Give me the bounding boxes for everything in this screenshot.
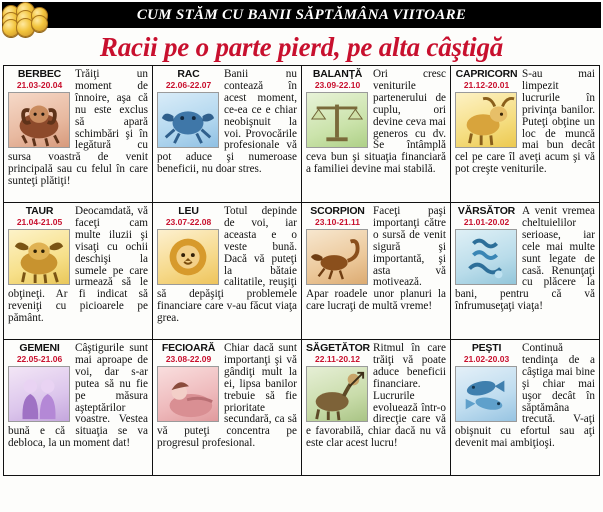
sign-name: SĂGETĂTOR <box>306 342 370 354</box>
sign-name: FECIOARĂ <box>161 342 216 354</box>
coins-icon <box>0 0 54 32</box>
sign-text: Ritmul în care trăiţi vă poate aduce beneficii financiare. Lucrurile evoluează într-o direcţie care vă e favorabilă, chiar dacă nu vă este clar acest lucru! <box>306 342 446 450</box>
sign-header <box>455 69 518 148</box>
sign-dates: 23.08-22.09 <box>165 354 212 364</box>
sign-name: VĂRSĂTOR <box>457 205 516 217</box>
gemini-twins-icon <box>8 366 70 422</box>
sign-text: S-au mai limpezit lucrurile în privinţa banilor. Puteţi obţine un loc de muncă mai bun decât cel pe care îl aveţi acum şi vă pot creşte veniturile. <box>455 68 595 176</box>
sign-dates: 21.03-20.04 <box>16 80 63 90</box>
sign-dates: 22.05-21.06 <box>16 354 63 364</box>
sign-dates: 21.04-21.05 <box>16 217 63 227</box>
sign-header <box>157 69 220 148</box>
sign-text: Câştigurile sunt mai aproape de voi, dar s-ar putea să nu fie pe măsura aşteptărilor voastre. Vestea bună e că situaţia se va debloca, la un moment dat! <box>8 342 148 450</box>
sign-name: PEŞTI <box>471 342 502 354</box>
zodiac-cell-varsator <box>451 203 600 340</box>
sign-header <box>455 343 518 422</box>
zodiac-cell-sagetator <box>302 340 451 476</box>
libra-scales-icon <box>306 92 368 148</box>
sign-header <box>157 206 220 285</box>
sign-text: Faceţi paşi importanţi către o sursă de venit sigură şi importantă, şi asta vă motivează. Apar roadele unor planuri la care lucraţi de multă vreme! <box>306 205 446 313</box>
sign-name: LEU <box>178 205 199 217</box>
zodiac-cell-pesti <box>451 340 600 476</box>
aquarius-water-icon <box>455 229 517 285</box>
sign-name: GEMENI <box>19 342 60 354</box>
zodiac-cell-scorpion <box>302 203 451 340</box>
zodiac-cell-capricorn <box>451 66 600 203</box>
sign-text: Deocamdată, vă faceţi cam multe iluzii şi visaţi cu ochii deschişi la sumele pe care urmează să le obţineţi. Ar fi indicat să reveniţi cu picioarele pe pământ. <box>8 205 148 325</box>
sign-dates: 23.09-22.10 <box>314 80 361 90</box>
zodiac-cell-berbec <box>4 66 153 203</box>
sign-name: CAPRICORN <box>455 68 518 80</box>
sign-text: Trăiţi un moment de înnoire, aşa că nu este exclus să apară schimbări şi în legătură cu sursa voastră de venit principală sau cu felul în care sunteţi plătiţi! <box>8 68 148 188</box>
taurus-bull-icon <box>8 229 70 285</box>
sign-dates: 23.10-21.11 <box>315 217 360 227</box>
sign-header <box>8 69 71 148</box>
page-title: Racii pe o parte pierd, pe alta câştigă <box>99 32 504 62</box>
sign-header <box>306 206 369 285</box>
horoscope-page <box>0 2 603 512</box>
cancer-crab-icon <box>157 92 219 148</box>
sign-text: Ori cresc veniturile partenerului de cuplu, ori devine ceva mai generos cu dv. Se întâmplă ceva bun şi situaţia financiară a familiei devine mai stabilă. <box>306 68 446 176</box>
sign-header <box>306 343 369 422</box>
leo-lion-icon <box>157 229 219 285</box>
sign-name: RAC <box>177 68 200 80</box>
aries-ram-icon <box>8 92 70 148</box>
sign-name: SCORPION <box>310 205 365 217</box>
sign-dates: 21.12-20.01 <box>463 80 510 90</box>
sign-name: TAUR <box>25 205 54 217</box>
sign-name: BALANŢĂ <box>312 68 363 80</box>
zodiac-cell-fecioara <box>153 340 302 476</box>
zodiac-cell-balanta <box>302 66 451 203</box>
pisces-fish-icon <box>455 366 517 422</box>
sign-header <box>8 206 71 285</box>
sign-text: Totul depinde de voi, iar aceasta e o veste bună. Dacă vă puteţi la bătaie calitatile, reuşiţi să depăşiţi problemele financiare care v-au făcut viaţa grea. <box>157 205 297 325</box>
sign-dates: 22.06-22.07 <box>165 80 212 90</box>
sign-header <box>157 343 220 422</box>
header-banner <box>2 2 601 28</box>
sign-header <box>306 69 369 148</box>
capricorn-goat-icon <box>455 92 517 148</box>
sagittarius-archer-icon <box>306 366 368 422</box>
sign-text: A venit vremea cheltuielilor serioase, iar cele mai multe sunt legate de casă. Renunţaţi cu plăcere la bani, pentru că vă înfrumuseţaţi viaţa! <box>455 205 595 313</box>
sign-dates: 21.01-20.02 <box>463 217 510 227</box>
sign-name: BERBEC <box>17 68 62 80</box>
zodiac-cell-taur <box>4 203 153 340</box>
scorpio-scorpion-icon <box>306 229 368 285</box>
virgo-maiden-icon <box>157 366 219 422</box>
zodiac-grid <box>3 65 600 476</box>
sign-dates: 22.11-20.12 <box>315 354 360 364</box>
zodiac-cell-rac <box>153 66 302 203</box>
sign-dates: 23.07-22.08 <box>165 217 212 227</box>
banner-title: CUM STĂM CU BANII SĂPTĂMÂNA VIITOARE <box>136 6 467 23</box>
sign-text: Chiar dacă sunt importanţi şi vă gândiţi mult la ei, lipsa banilor trebuie să fie prioritate secundară, ca să vă puteţi concentra pe progresul profesional. <box>157 342 297 450</box>
sign-header <box>455 206 518 285</box>
sign-header <box>8 343 71 422</box>
sign-text: Continuă tendinţa de a câştiga mai bine şi chiar mai uşor decât în săptămâna trecută. V-aţi obişnuit cu efortul sau aţi devenit mai ambiţioşi. <box>455 342 595 450</box>
sign-dates: 21.02-20.03 <box>463 354 510 364</box>
zodiac-cell-leu <box>153 203 302 340</box>
sign-text: Banii nu contează în acest moment, ce-ea ce e chiar neobişnuit la voi. Provocările profesionale vă pot aduce şi numeroase beneficii, nu doar stres. <box>157 68 297 176</box>
zodiac-cell-gemeni <box>4 340 153 476</box>
